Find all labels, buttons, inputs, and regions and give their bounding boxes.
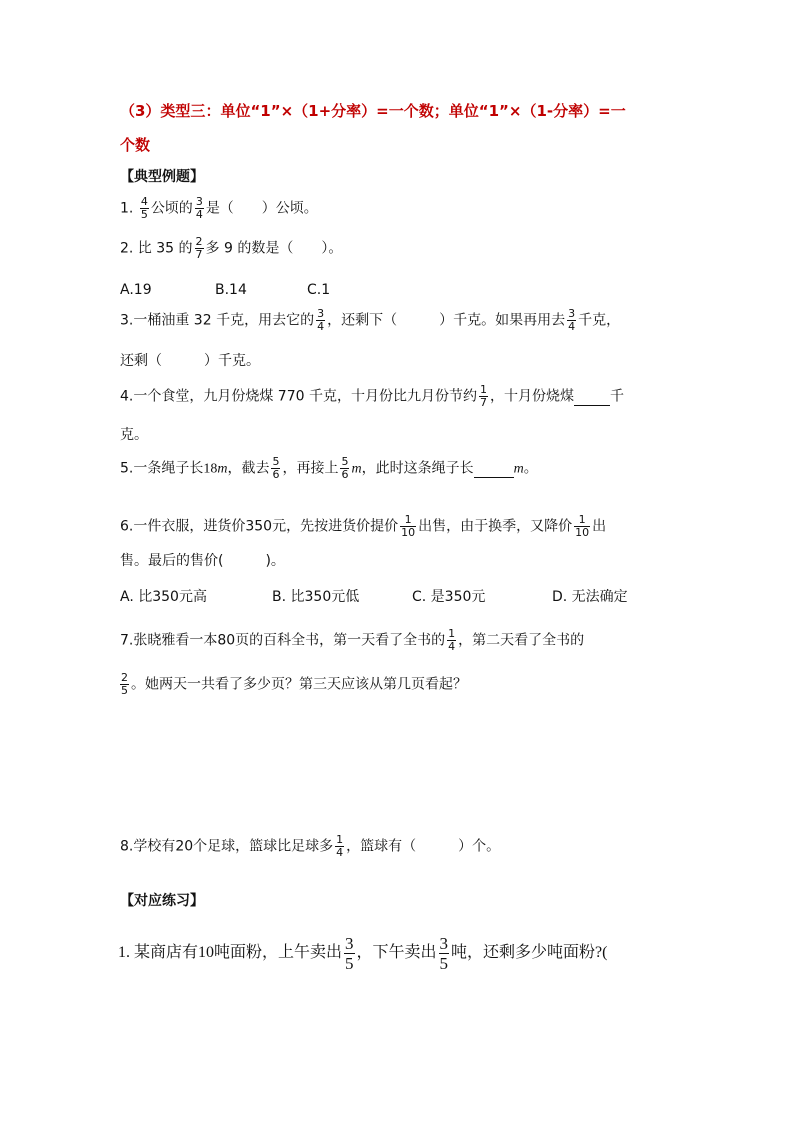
question-3: 3.一桶油重 32 千克，用去它的 $\frac{3}{4}$ ，还剩下（ ）千克。如果再用去 $\frac{3}{4}$ 千克， <box>120 307 621 333</box>
q1-fraction-1: $\frac{4}{5}$ <box>140 195 148 221</box>
q6-line2: 售。最后的售价( )。 <box>120 553 285 569</box>
question-1: 1. $\frac{4}{5}$ 公顷的 $\frac{3}{4}$ 是（ ）公顷。 <box>120 195 318 221</box>
question-6: 6.一件衣服，进货价350元，先按进货价提价 $\frac{1}{10}$ 出售，由于换季，又降价 $\frac{1}{10}$ 出 <box>120 513 607 539</box>
q4-answer-blank <box>574 389 610 406</box>
question-8: 8.学校有20个足球，篮球比足球多 $\frac{1}{4}$ ，篮球有（ ）个。 <box>120 833 501 859</box>
q5-answer-blank <box>474 461 514 478</box>
q5-fraction-2: $\frac{5}{6}$ <box>341 455 349 481</box>
q2-fraction: $\frac{2}{7}$ <box>195 235 203 261</box>
question-7: 7.张晓雅看一本80页的百科全书，第一天看了全书的 $\frac{1}{4}$ ，第二天看了全书的 <box>120 627 585 653</box>
q7-fraction-2: $\frac{2}{5}$ <box>121 671 128 697</box>
q8-fraction: $\frac{1}{4}$ <box>336 833 344 859</box>
q7-line2: $\frac{2}{5}$ 。她两天一共看了多少页？第三天应该从第几页看起？ <box>121 671 467 697</box>
q1-fraction-2: $\frac{3}{4}$ <box>195 195 203 221</box>
q7-fraction-1: $\frac{1}{4}$ <box>448 627 456 653</box>
q3-line2: 还剩（ ）千克。 <box>120 353 260 369</box>
q3-fraction-1: $\frac{3}{4}$ <box>317 307 325 333</box>
practice-1: 1. 某商店有10吨面粉，上午卖出 $\frac{3}{5}$ ，下午卖出 $\frac{3}{5}$ 吨，还剩多少吨面粉?( <box>118 934 608 973</box>
q2-option-c: C.1 <box>307 282 331 298</box>
q6-option-c: C. 是350元 <box>412 589 486 605</box>
q2-option-a: A.19 <box>120 282 152 298</box>
q6-option-a: A. 比350元高 <box>120 589 207 605</box>
q1-number: 1. <box>120 200 134 217</box>
q4-fraction: $\frac{1}{7}$ <box>479 383 487 409</box>
q5-fraction-1: $\frac{5}{6}$ <box>272 455 280 481</box>
q3-fraction-2: $\frac{3}{4}$ <box>568 307 576 333</box>
q6-option-b: B. 比350元低 <box>272 589 360 605</box>
p1-fraction-2: $\frac{3}{5}$ <box>439 934 449 973</box>
q6-fraction-2: $\frac{1}{10}$ <box>575 513 590 539</box>
q6-option-d: D. 无法确定 <box>552 589 628 605</box>
type3-title-line2: 个数 <box>120 136 151 154</box>
q4-line2: 克。 <box>120 427 148 443</box>
practice-header: 【对应练习】 <box>120 893 204 909</box>
question-4: 4.一个食堂，九月份烧煤 770 千克，十月份比九月份节约 $\frac{1}{7}$ ，十月份烧煤 千 <box>120 383 624 409</box>
question-5: 5.一条绳子长18m，截去 $\frac{5}{6}$ ，再接上 $\frac{5}{6}$ m，此时这条绳子长 m。 <box>120 455 538 481</box>
question-2: 2. 比 35 的 $\frac{2}{7}$ 多 9 的数是（ ）。 <box>120 235 343 261</box>
type3-title-line1: （3）类型三：单位“1”×（1+分率）=一个数；单位“1”×（1-分率）=一 <box>120 102 626 120</box>
examples-header: 【典型例题】 <box>120 169 204 185</box>
q2-option-b: B.14 <box>215 282 247 298</box>
q6-fraction-1: $\frac{1}{10}$ <box>401 513 416 539</box>
p1-fraction-1: $\frac{3}{5}$ <box>345 934 354 973</box>
